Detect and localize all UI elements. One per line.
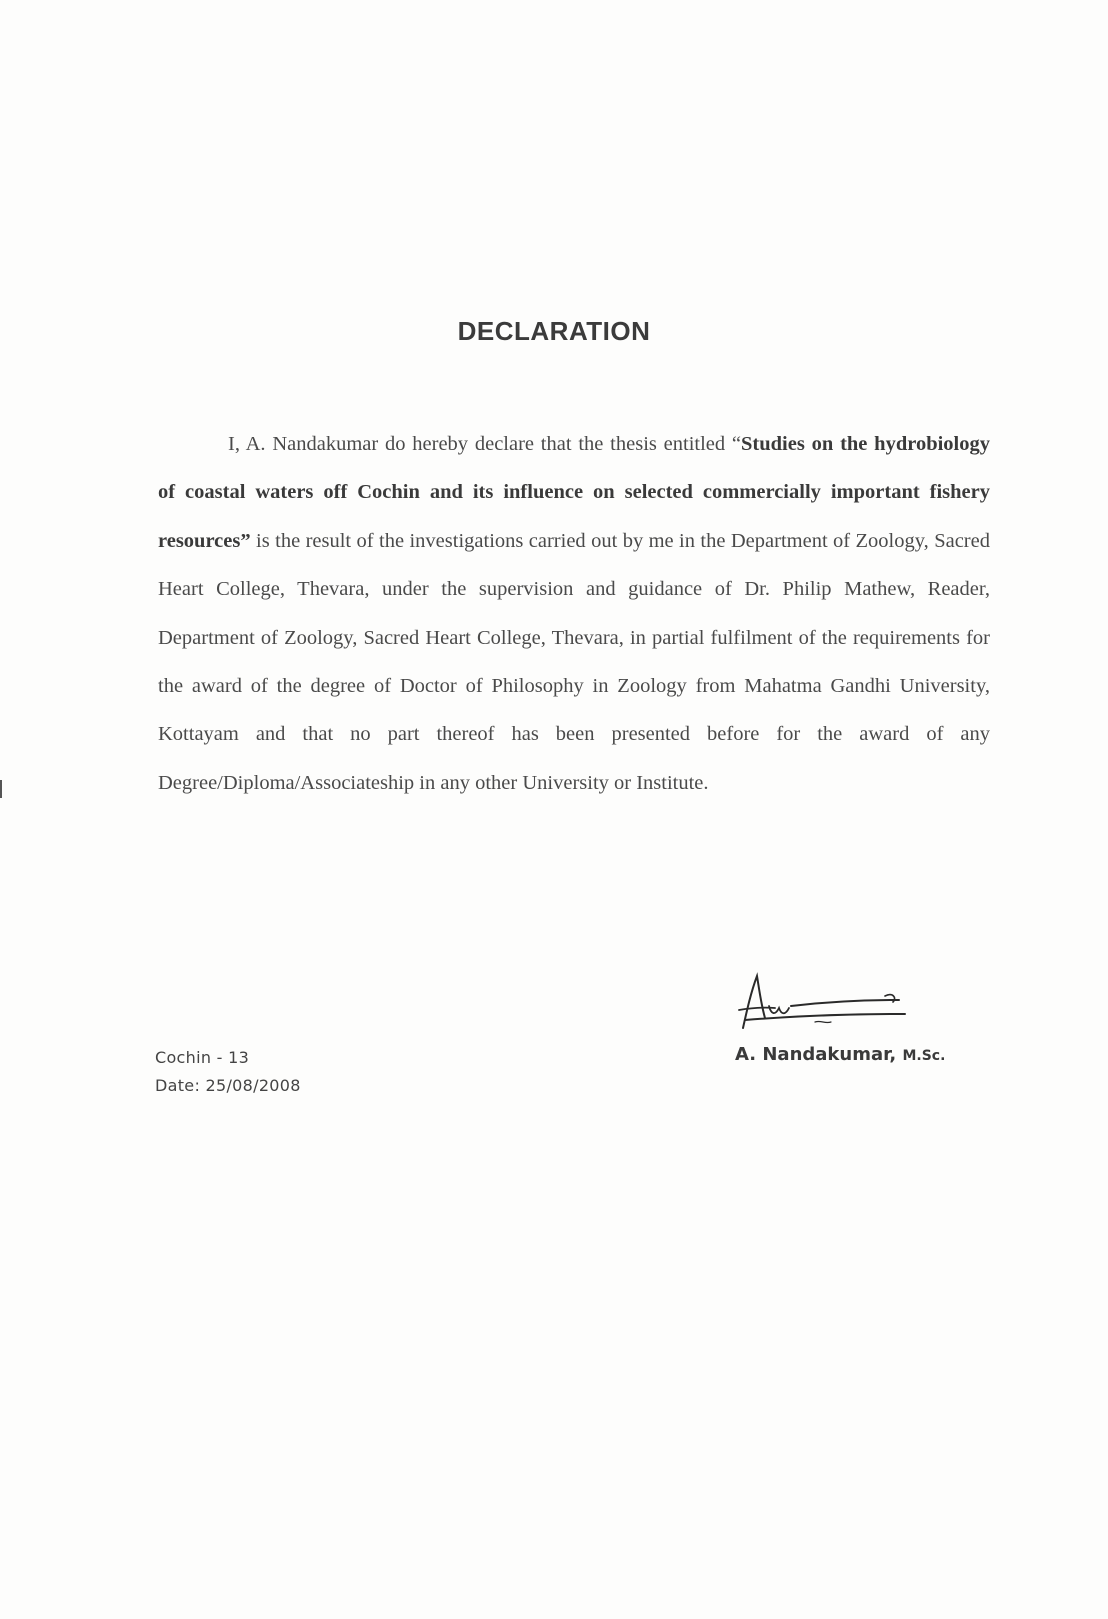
page-title: DECLARATION: [457, 316, 651, 346]
declaration-paragraph: [158, 420, 990, 807]
signatory-name: [735, 1044, 945, 1065]
paragraph-body: is the result of the investigations carried out by me in the Department of Zoology, Sacred Heart College, Thevara, under the supervision and guidance of Dr. Philip Mathew, Reader, Department of Zoology, Sacred Heart College, Thevara, in partial fulfilment of the requirements for the award of the degree of Doctor of Philosophy in Zoology from Mahatma Gandhi University, Kottayam and that no part thereof has been presented before for the award of any Degree/Diploma/Associateship in any other University or Institute.: [158, 529, 990, 794]
handwritten-signature: [735, 970, 955, 1050]
place-date-block: [155, 1044, 301, 1100]
thesis-title: Studies on the hydrobiology of coastal waters off Cochin and its influence on selected commercially important fishery resources”: [158, 433, 991, 552]
date: Date: 25/08/2008: [155, 1076, 301, 1095]
paragraph-intro: I, A. Nandakumar do hereby declare that the thesis entitled “: [228, 433, 742, 455]
signatory-degree: M.Sc.: [902, 1048, 946, 1064]
signatory-name-text: A. Nandakumar,: [735, 1044, 897, 1065]
scan-artifact: [0, 780, 2, 798]
place: Cochin - 13: [155, 1048, 250, 1067]
